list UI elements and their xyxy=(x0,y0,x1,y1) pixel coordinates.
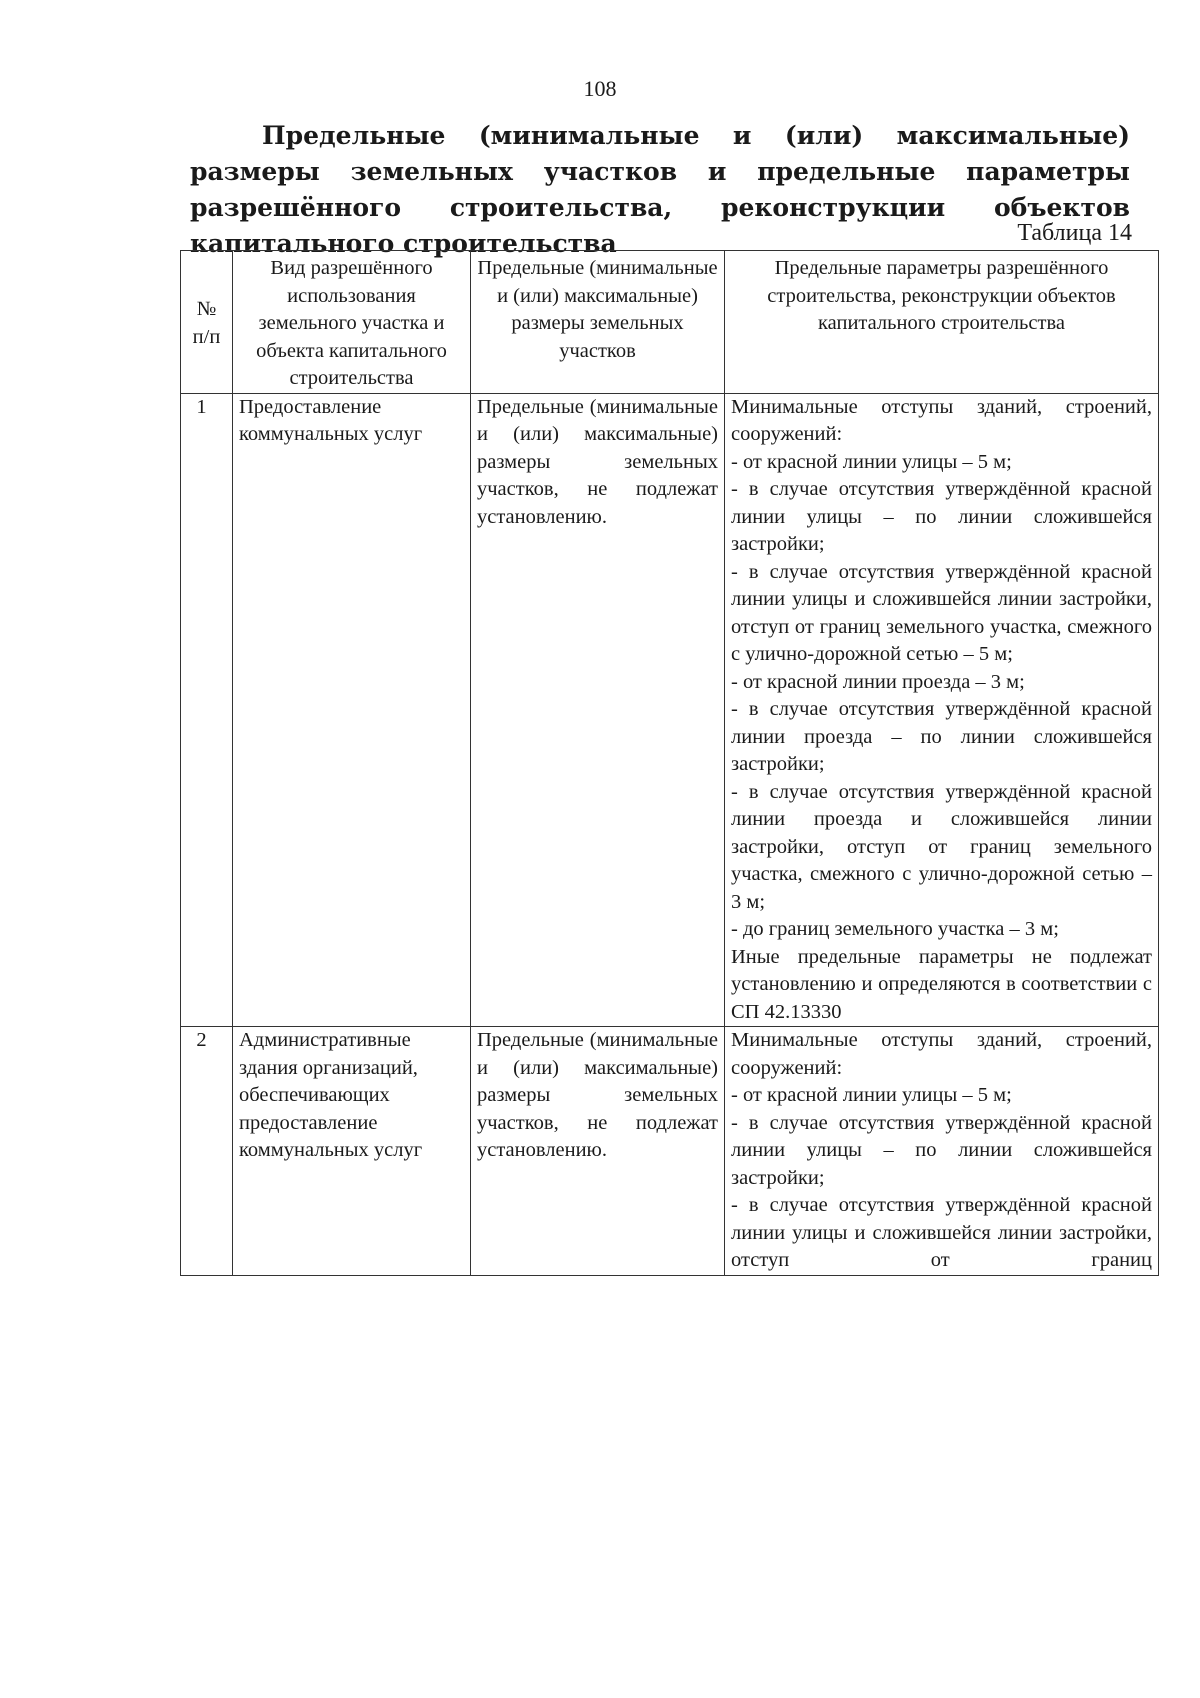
document-heading: Предельные (минимальные и (или) максимальные) размеры земельных участков и предельные параметры разрешённого строительства, реконструкции объектов капитального строительства xyxy=(190,121,1130,258)
param-line: - в случае отсутствия утверждённой красной линии улицы – по линии сложившейся застройки; xyxy=(731,478,1152,555)
table-caption: Таблица 14 xyxy=(1017,220,1132,246)
row-build-params xyxy=(725,393,1159,1027)
param-line: - в случае отсутствия утверждённой красной линии улицы и сложившейся линии застройки, отступ от границ xyxy=(731,1194,1152,1271)
row-number: 1 xyxy=(181,393,233,1027)
table-header-row xyxy=(181,251,1159,394)
row-plot-size: Предельные (минимальные и (или) максимальные) размеры земельных участков, не подлежат установлению. xyxy=(471,393,725,1027)
param-line: Минимальные отступы зданий, строений, сооружений: xyxy=(731,1029,1152,1079)
row-number: 2 xyxy=(181,1027,233,1276)
param-line: Иные предельные параметры не подлежат установлению и определяются в соответствии с СП 42.13330 xyxy=(731,945,1152,1023)
param-line: Минимальные отступы зданий, строений, сооружений: xyxy=(731,395,1152,445)
param-line: - в случае отсутствия утверждённой красной линии проезда – по линии сложившейся застройки; xyxy=(731,698,1152,775)
row-plot-size: Предельные (минимальные и (или) максимальные) размеры земельных участков, не подлежат установлению. xyxy=(471,1027,725,1276)
row-land-use: Административные здания организаций, обеспечивающих предоставление коммунальных услуг xyxy=(233,1027,471,1276)
header-land-use: Вид разрешённого использования земельного участка и объекта капитального строительства xyxy=(233,251,471,394)
row-land-use: Предоставление коммунальных услуг xyxy=(233,393,471,1027)
param-line: - от красной линии улицы – 5 м; xyxy=(731,450,1012,473)
table-row xyxy=(181,393,1159,1027)
param-line: - от красной линии проезда – 3 м; xyxy=(731,670,1025,693)
header-number: № п/п xyxy=(181,251,233,394)
page-number: 108 xyxy=(583,76,617,101)
param-line: - до границ земельного участка – 3 м; xyxy=(731,918,1059,940)
param-line: - в случае отсутствия утверждённой красной линии проезда и сложившейся линии застройки, отступ от границ земельного участка, смежного с улично-дорожной сетью – 3 м; xyxy=(731,780,1152,913)
param-line: - в случае отсутствия утверждённой красной линии улицы – по линии сложившейся застройки; xyxy=(731,1111,1152,1189)
table-row xyxy=(181,1027,1159,1276)
regulations-table xyxy=(180,250,1159,1276)
header-build-params: Предельные параметры разрешённого строительства, реконструкции объектов капитального строительства xyxy=(725,251,1159,394)
param-line: - от красной линии улицы – 5 м; xyxy=(731,1084,1012,1106)
row-build-params xyxy=(725,1027,1159,1276)
param-line: - в случае отсутствия утверждённой красной линии улицы и сложившейся линии застройки, отступ от границ земельного участка, смежного с улично-дорожной сетью – 5 м; xyxy=(731,560,1152,665)
header-plot-size: Предельные (минимальные и (или) максимальные) размеры земельных участков xyxy=(471,251,725,394)
